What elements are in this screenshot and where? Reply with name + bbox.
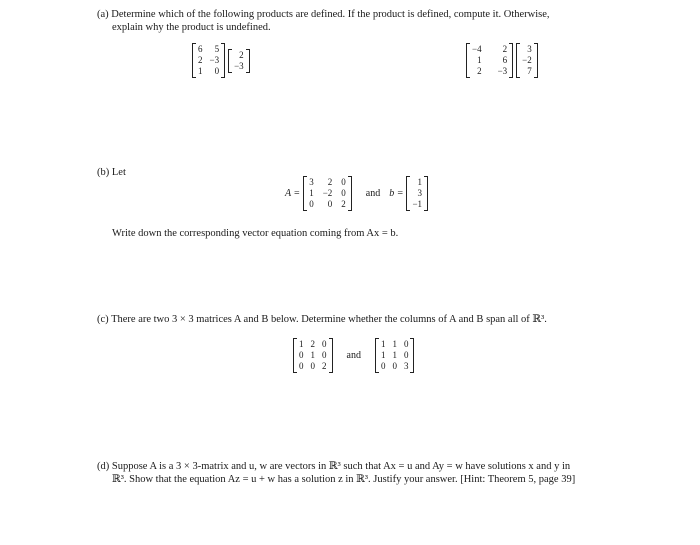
matrix-entry: 1 [198, 66, 203, 76]
matrix-entry: 1 [477, 55, 482, 65]
vector-b-label: b = [389, 188, 404, 199]
matrix-entry: −3 [209, 55, 220, 65]
matrix-entry: 1 [309, 188, 314, 198]
matrix-entry: 0 [380, 361, 386, 371]
matrix-entry: 1 [392, 339, 397, 349]
matrix-entry: −3 [497, 66, 508, 76]
matrix-entry: 0 [341, 177, 346, 187]
part-a-line-2: explain why the product is undefined. [112, 22, 271, 33]
matrix-entry: 0 [309, 199, 314, 209]
part-c-matrices [293, 338, 414, 373]
and-text: and [365, 188, 381, 199]
product-1-vector-2x1 [228, 49, 250, 73]
product-1-matrix-3x2 [192, 43, 225, 78]
matrix-entry: 2 [198, 55, 203, 65]
matrix-entry: 2 [322, 361, 327, 371]
and-text: and [346, 350, 361, 361]
matrix-entry: 6 [502, 55, 508, 65]
matrix-entry: 2 [310, 339, 315, 349]
matrix-entry: −2 [522, 55, 532, 65]
matrix-A [293, 338, 333, 373]
matrix-entry: 3 [403, 361, 409, 371]
matrix-entries [232, 49, 246, 73]
matrix-entry: 0 [403, 350, 409, 360]
product-1 [192, 43, 250, 78]
matrix-entry: 3 [417, 188, 423, 198]
matrix-entry: 0 [214, 66, 220, 76]
part-d-line-1: (d) Suppose A is a 3 × 3-matrix and u, w are vectors in ℝ³ such that Ax = u and Ay = w have solutions x and y in [97, 461, 571, 472]
matrix-entry: 3 [527, 44, 532, 54]
matrix-entry: 0 [310, 361, 315, 371]
part-b-definitions [285, 176, 428, 211]
matrix-entry: 1 [417, 177, 423, 187]
matrix-B [375, 338, 415, 373]
matrix-entry: −4 [472, 44, 482, 54]
matrix-A-label: A = [285, 188, 301, 199]
matrix-entry: 1 [299, 339, 304, 349]
matrix-A [303, 176, 352, 211]
matrix-entry: 0 [322, 350, 327, 360]
matrix-entry: 0 [341, 188, 346, 198]
matrix-entry: 0 [322, 339, 327, 349]
matrix-entry: 2 [341, 199, 346, 209]
matrix-entries [307, 176, 348, 211]
matrix-entry: 1 [380, 339, 386, 349]
matrix-entries [379, 338, 411, 373]
matrix-entry: 1 [380, 350, 386, 360]
matrix-entry: 0 [327, 199, 333, 209]
matrix-entry: 2 [327, 177, 333, 187]
matrix-entry: 6 [198, 44, 203, 54]
matrix-entry: −1 [412, 199, 423, 209]
matrix-entry: 2 [477, 66, 482, 76]
matrix-entry: 2 [502, 44, 508, 54]
matrix-entries [470, 43, 509, 78]
matrix-entries [297, 338, 329, 373]
product-2-matrix-3x2 [466, 43, 513, 78]
part-b-label: (b) Let [97, 167, 126, 178]
matrix-entry: 5 [214, 44, 220, 54]
part-b-instruction: Write down the corresponding vector equation coming from Ax = b. [112, 228, 399, 239]
matrix-entry: 7 [527, 66, 532, 76]
matrix-entry: 2 [239, 49, 244, 60]
matrix-entry: 0 [403, 339, 409, 349]
matrix-entry: 1 [392, 350, 397, 360]
matrix-entry: −3 [234, 60, 244, 71]
matrix-entries [410, 176, 424, 211]
part-d-line-2: ℝ³. Show that the equation Az = u + w has a solution z in ℝ³. Justify your answer. [Hint: Theorem 5, page 39] [112, 474, 576, 485]
product-2 [466, 43, 538, 78]
part-c-line: (c) There are two 3 × 3 matrices A and B below. Determine whether the columns of A and B span all of ℝ³. [97, 314, 547, 325]
matrix-entries [520, 43, 534, 78]
matrix-entry: 0 [299, 361, 304, 371]
part-a-line-1: (a) Determine which of the following products are defined. If the product is defined, compute it. Otherwise, [97, 9, 550, 20]
matrix-entry: −2 [322, 188, 333, 198]
matrix-entry: 0 [299, 350, 304, 360]
matrix-entry: 3 [309, 177, 314, 187]
vector-b [406, 176, 428, 211]
product-2-vector-3x1 [516, 43, 538, 78]
matrix-entry: 0 [392, 361, 397, 371]
matrix-entry: 1 [310, 350, 315, 360]
matrix-entries [196, 43, 221, 78]
